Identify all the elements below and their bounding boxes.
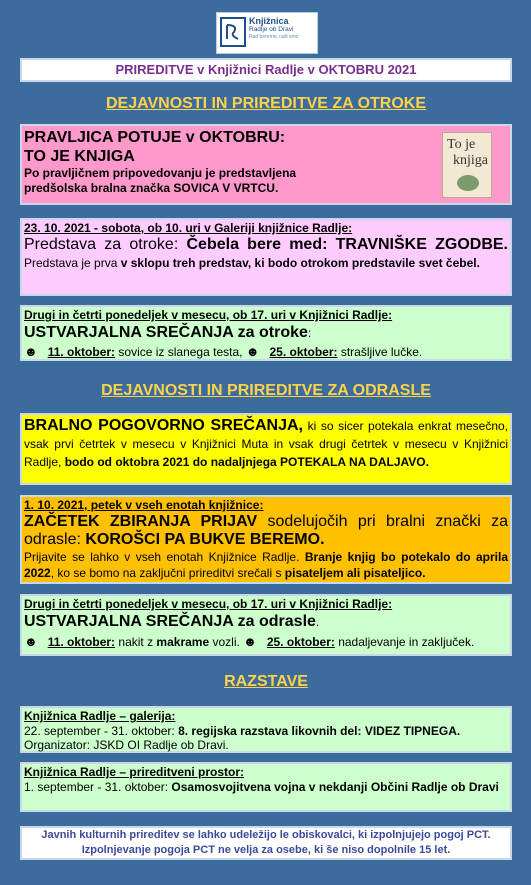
event-text-2: Prijavite se lahko v vseh enotah Knjižnice Radlje. <box>24 550 305 564</box>
event-title: USTVARJALNA SREČANJA za odrasle <box>24 613 316 630</box>
event-text-3: , ko se bomo na zaključni prireditvi srečali s <box>50 566 285 580</box>
event-description-2: predšolska bralna značka SOVICA V VRTCU. <box>24 181 279 195</box>
event-title: Čebela bere med: TRAVNIŠKE ZGODBE. <box>186 236 509 253</box>
exhibit-title: 8. regijska razstava likovnih del: VIDEZ TIPNEGA. <box>178 724 461 738</box>
logo-icon <box>220 17 246 47</box>
section-heading-children: DEJAVNOSTI IN PRIREDITVE ZA OTROKE <box>105 95 427 112</box>
event-title-tail: . <box>315 615 320 629</box>
event-description-1: Po pravljičnem pripovedovanju je predstavljena <box>24 166 297 180</box>
book-cover-image <box>442 132 492 198</box>
event-schedule-header: Drugi in četrti ponedeljek v mesecu, ob 17. uri v Knjižnici Radlje: <box>24 308 393 322</box>
workshop-topic-2: strašljive lučke. <box>337 345 423 359</box>
logo-tagline: Rad beremo, radi smo <box>249 34 299 40</box>
event-subtitle: TO JE KNJIGA <box>24 148 135 165</box>
page-title: PRIREDITVE v Knjižnici Radlje v OKTOBRU 2021 <box>20 58 512 82</box>
book-cover-title-1: To je <box>447 137 476 152</box>
event-text-bold: v sklopu treh predstav, ki bodo otrokom predstavile svet čebel. <box>120 256 480 270</box>
event-title: USTVARJALNA SREČANJA za otroke <box>24 324 308 341</box>
event-date-header: 23. 10. 2021 - sobota, ob 10. uri v Galeriji knjižnice Radlje: <box>24 221 353 235</box>
workshop-topic-1: nakit z <box>115 635 157 649</box>
bird-illustration-icon <box>457 175 479 191</box>
logo-name: Knjižnica <box>249 16 289 26</box>
event-lead: Predstava za otroke: <box>24 236 187 253</box>
workshop-date-2: 25. oktober: <box>266 635 335 649</box>
exhibit-location-header: Knjižnica Radlje – galerija: <box>24 709 176 723</box>
event-card-adult-workshop <box>20 594 512 656</box>
smiley-icon: ☻ <box>243 634 257 649</box>
event-title: PRAVLJICA POTUJE v OKTOBRU: <box>24 129 286 146</box>
event-card-bee-show <box>20 218 512 296</box>
event-title: ZAČETEK ZBIRANJA PRIJAV <box>24 513 258 530</box>
workshop-date-1: 11. oktober: <box>47 345 116 359</box>
pct-notice <box>20 826 512 860</box>
exhibit-dates: 1. september - 31. oktober: <box>24 780 172 794</box>
book-cover-title-2: knjiga <box>453 153 488 168</box>
exhibit-card-event-hall <box>20 762 512 812</box>
exhibit-organizer: Organizator: JSKD OI Radlje ob Dravi. <box>24 738 229 752</box>
workshop-topic-1-bold: makrame <box>156 635 210 649</box>
section-heading-adults: DEJAVNOSTI IN PRIREDITVE ZA ODRASLE <box>101 382 431 399</box>
event-text: sodelujočih pri bralni znački za odrasle: <box>24 513 508 548</box>
exhibit-card-gallery <box>20 706 512 753</box>
event-schedule-header: Drugi in četrti ponedeljek v mesecu, ob 17. uri v Knjižnici Radlje: <box>24 597 393 611</box>
event-subtitle: KOROŠCI PA BUKVE BEREMO. <box>85 531 325 548</box>
exhibit-title: Osamosvojitvena vojna v nekdanji Občini Radlje ob Dravi <box>171 780 499 794</box>
event-card-reading-badge <box>20 495 512 584</box>
event-title: BRALNO POGOVORNO SREČANJA, <box>24 417 303 434</box>
pct-notice-line-2: Izpolnjevanje pogoja PCT ne velja za osebe, ki še niso dopolnile 15 let. <box>81 844 451 856</box>
pct-notice-line-1: Javnih kulturnih prireditev se lahko udeležijo le obiskovalci, ki izpolnjujejo pogoj PCT. <box>41 829 491 841</box>
smiley-icon: ☻ <box>245 344 260 359</box>
event-card-kids-workshop <box>20 305 512 361</box>
workshop-date-2: 25. oktober: <box>269 345 338 359</box>
event-date-header: 1. 10. 2021, petek v vseh enotah knjižnice: <box>24 498 264 512</box>
workshop-topic-1-tail: vozli. <box>209 635 244 649</box>
event-text: ki so sicer potekala enkrat mesečno, vsak prvi četrtek v mesecu v Knjižnici Muta in vsak drugi četrtek v mesecu v Knjižnici Radlje, <box>24 419 508 469</box>
section-heading-exhibits: RAZSTAVE <box>224 673 308 690</box>
event-card-reading-talks <box>20 413 512 485</box>
logo-subtitle: Radlje ob Dravi <box>249 26 294 33</box>
event-text-bold: bodo od oktobra 2021 do nadaljnjega POTEKALA NA DALJAVO. <box>64 455 429 469</box>
event-text: Predstava je prva <box>24 256 121 270</box>
smiley-icon: ☻ <box>24 344 38 359</box>
exhibit-location-header: Knjižnica Radlje – prireditveni prostor: <box>24 765 245 779</box>
smiley-icon: ☻ <box>24 634 38 649</box>
workshop-topic-1: sovice iz slanega testa, <box>115 345 246 359</box>
event-text-bold-2: Branje knjig bo potekalo do aprila 2022 <box>24 550 509 580</box>
library-logo <box>216 12 318 54</box>
event-title-tail: : <box>307 326 312 340</box>
event-text-bold-3: pisateljem ali pisateljico. <box>284 566 426 580</box>
event-card-fairy-tale <box>20 124 512 205</box>
exhibit-dates: 22. september - 31. oktober: <box>24 724 179 738</box>
workshop-date-1: 11. oktober: <box>47 635 116 649</box>
workshop-topic-2: nadaljevanje in zaključek. <box>334 635 475 649</box>
